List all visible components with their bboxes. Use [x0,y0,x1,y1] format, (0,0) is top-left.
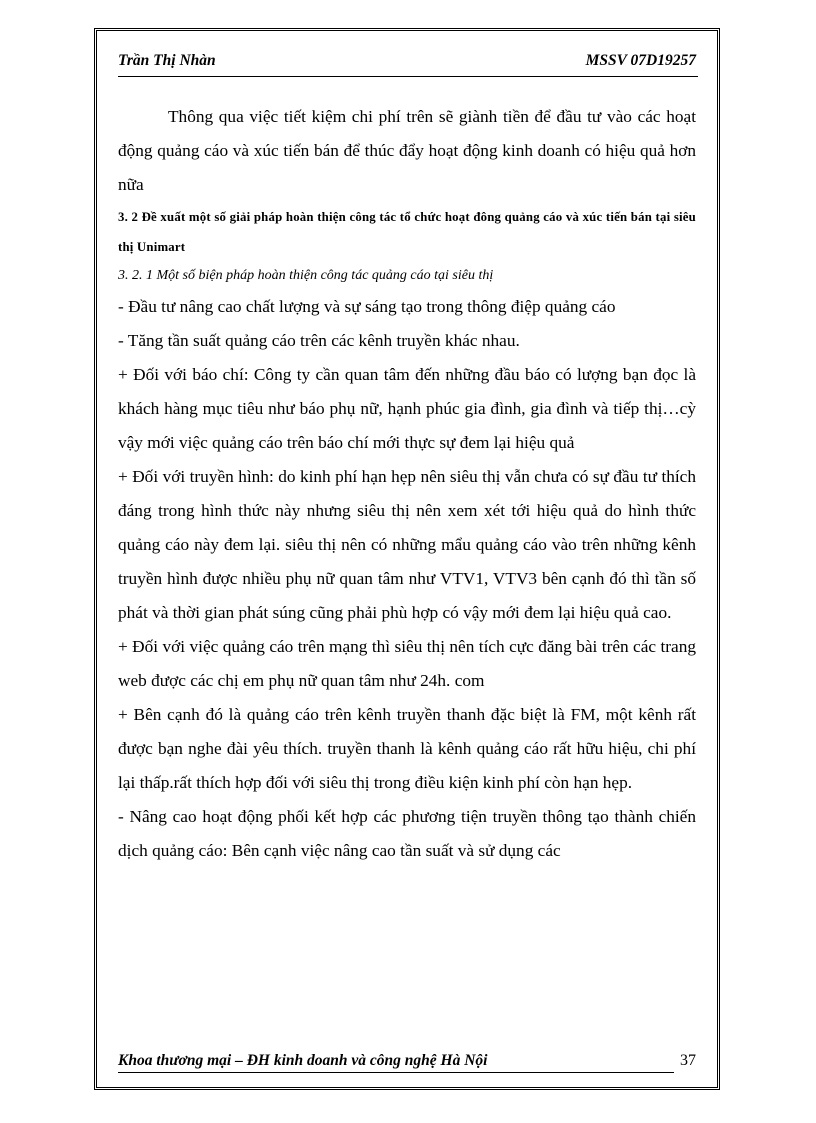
subsection-heading-3-2-1: 3. 2. 1 Một số biện pháp hoàn thiện công tác quảng cáo tại siêu thị [118,268,494,283]
paragraph: - Nâng cao hoạt động phối kết hợp các phương tiện truyền thông tạo thành chiến dịch quảng cáo: Bên cạnh việc nâng cao tần suất và sử dụng các [118,807,696,860]
paragraph: - Tăng tần suất quảng cáo trên các kênh truyền khác nhau. [118,331,520,350]
paragraph: + Đối với báo chí: Công ty cần quan tâm đến những đầu báo có lượng bạn đọc là khách hàng mục tiêu như báo phụ nữ, hạnh phúc gia đình, gia đình và tiếp thị…cỳ vậy mới việc quảng cáo trên báo chí mới thực sự đem lại hiệu quả [118,365,696,452]
page-footer [118,1050,698,1074]
page-header [118,50,698,77]
paragraph: - Đầu tư nâng cao chất lượng và sự sáng tạo trong thông điệp quảng cáo [118,297,616,316]
paragraph: + Đối với việc quảng cáo trên mạng thì siêu thị nên tích cực đăng bài trên các trang web được các chị em phụ nữ quan tâm như 24h. com [118,637,696,690]
paragraph: Thông qua việc tiết kiệm chi phí trên sẽ giành tiền để đầu tư vào các hoạt động quảng cáo và xúc tiến bán để thúc đẩy hoạt động kinh doanh có hiệu quả hơn nữa [118,107,696,194]
section-heading-3-2: 3. 2 Đề xuất một số giải pháp hoàn thiện công tác tổ chức hoạt đông quảng cáo và xúc tiến bán tại siêu thị Unimart [118,210,696,254]
paragraph: + Đối với truyền hình: do kinh phí hạn hẹp nên siêu thị vẫn chưa có sự đầu tư thích đáng trong hình thức này nhưng siêu thị nên xem xét tới hiệu quả do hình thức quảng cáo này đem lại. siêu thị nên có những mẩu quảng cáo vào trên những kênh truyền hình được nhiều phụ nữ quan tâm như VTV1, VTV3 bên cạnh đó thì tần số phát và thời gian phát súng cũng phải phù hợp có vậy mới đem lại hiệu quả cao. [118,467,696,622]
footer-institution: Khoa thương mại – ĐH kinh doanh và công nghệ Hà Nội [118,1052,674,1073]
page-content [118,100,696,868]
header-author: Trần Thị Nhàn [118,52,216,69]
header-student-id: MSSV 07D19257 [585,52,696,69]
paragraph: + Bên cạnh đó là quảng cáo trên kênh truyền thanh đặc biệt là FM, một kênh rất được bạn nghe đài yêu thích. truyền thanh là kênh quảng cáo rất hữu hiệu, chi phí lại thấp.rất thích hợp đối với siêu thị trong điều kiện kinh phí còn hạn hẹp. [118,705,696,792]
page-number: 37 [680,1052,696,1069]
